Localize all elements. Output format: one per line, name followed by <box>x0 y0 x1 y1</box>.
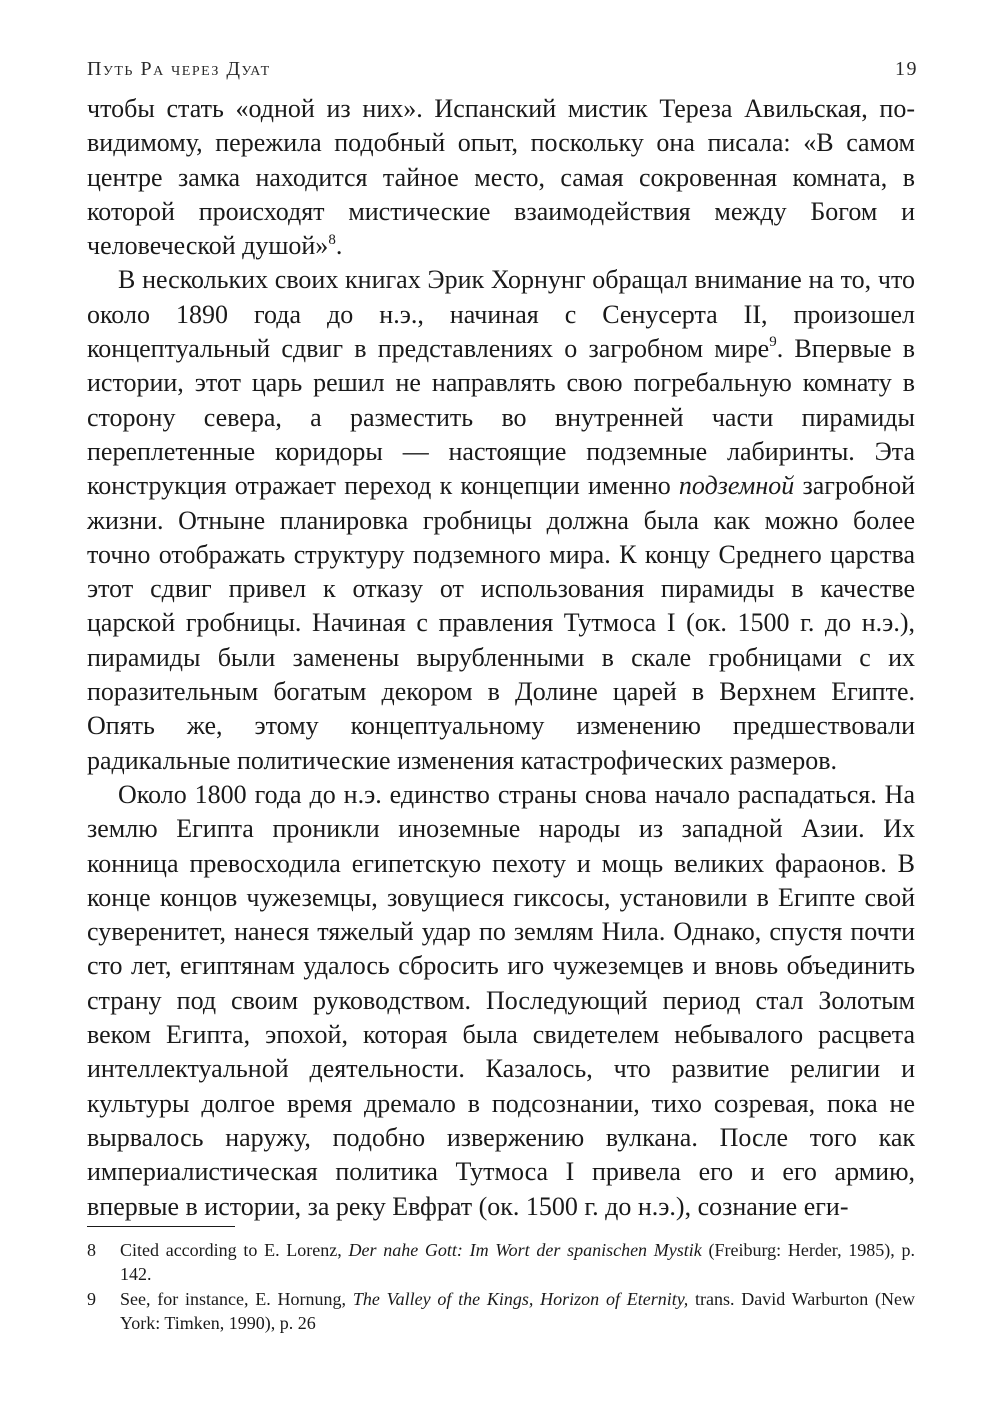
footnotes <box>87 1238 915 1336</box>
footnote-book-title: Der nahe Gott: Im Wort der spanischen Mystik <box>348 1240 702 1260</box>
footnote-text-end: (Freiburg: Herder, 1985), p. 142. <box>120 1240 915 1284</box>
footnote-8 <box>87 1238 915 1286</box>
footnote-book-title: The Valley of the Kings, Horizon of Eternity, <box>352 1289 689 1309</box>
paragraph-1-text: чтобы стать «одной из них». Испанский мистик Тереза Авильская, по-видимому, пережила подобный опыт, поскольку она писала: «В самом центре замка находится тайное место, самая сокровенная комната, в которой происходят мистические взаимодействия между Богом и человеческой душой» <box>87 94 915 261</box>
footnote-text <box>120 1287 915 1335</box>
paragraph-1 <box>87 92 915 263</box>
footnote-ref-8: 8 <box>328 231 336 248</box>
footnote-ref-9: 9 <box>769 334 777 351</box>
paragraph-2-text-end: загробной жизни. Отныне планировка гробницы должна была как можно более точно отображать структуру подземного мира. К концу Среднего царства этот сдвиг привел к отказу от использования пирамиды в качестве царской гробницы. Начиная с правления Тутмоса I (ок. 1500 г. до н.э.), пирамиды были заменены вырубленными в скале гробницами с их поразительным богатым декором в Долине царей в Верхнем Египте. Опять же, этому концептуальному изменению предшествовали радикальные политические изменения катастрофических размеров. <box>87 471 916 775</box>
footnote-text-end: trans. David Warburton (New York: Timken, 1990), p. 26 <box>120 1289 915 1333</box>
footnote-text-start: See, for instance, E. Hornung, <box>120 1289 353 1309</box>
page-number: 19 <box>895 58 918 80</box>
footnote-text-start: Cited according to E. Lorenz, <box>120 1240 349 1260</box>
footnote-9 <box>87 1287 915 1335</box>
paragraph-1-end: . <box>335 231 343 261</box>
paragraph-2-text: В нескольких своих книгах Эрик Хорнунг обращал внимание на то, что около 1890 года до н.э., начиная с Сенусерта II, произошел концептуальный сдвиг в представлениях о загробном мире <box>87 265 915 364</box>
paragraph-3-text: Около 1800 года до н.э. единство страны снова начало распадаться. На землю Египта проникли иноземные народы из западной Азии. Их конница превосходила египетскую пехоту и мощь великих фараонов. В конце концов чужеземцы, зовущиеся гиксосы, установили в Египте свой суверенитет, нанеся тяжелый удар по землям Нила. Однако, спустя почти сто лет, египтянам удалось сбросить иго чужеземцев и вновь объединить страну под своим руководством. Последующий период стал Золотым веком Египта, эпохой, которая была свидетелем небывалого расцвета интеллектуальной деятельности. Казалось, что развитие религии и культуры долгое время дремало в подсознании, тихо созревая, пока не вырвалось наружу, подобно извержению вулкана. После того как империалистическая политика Тутмоса I привела его и его армию, впервые в истории, за реку Евфрат (ок. 1500 г. до н.э.), сознание еги- <box>87 779 915 1221</box>
footnote-number: 9 <box>87 1289 96 1309</box>
paragraph-3 <box>87 778 915 1224</box>
running-title: Путь Ра через Дуат <box>87 58 271 80</box>
footnote-text <box>120 1238 915 1286</box>
emphasis-word: подземной <box>678 471 795 501</box>
running-header <box>87 58 918 81</box>
body-text <box>87 92 915 1224</box>
paragraph-2-text-cont: . Впервые в истории, этот царь решил не направлять свою погребальную комнату в сторону севера, а разместить во внутренней части пирамиды переплетенные коридоры — настоящие подземные лабиринты. Эта конструкция отражает переход к концепции именно <box>87 334 915 501</box>
footnote-divider <box>87 1226 235 1227</box>
footnote-number: 8 <box>87 1240 96 1260</box>
paragraph-2 <box>87 263 915 777</box>
